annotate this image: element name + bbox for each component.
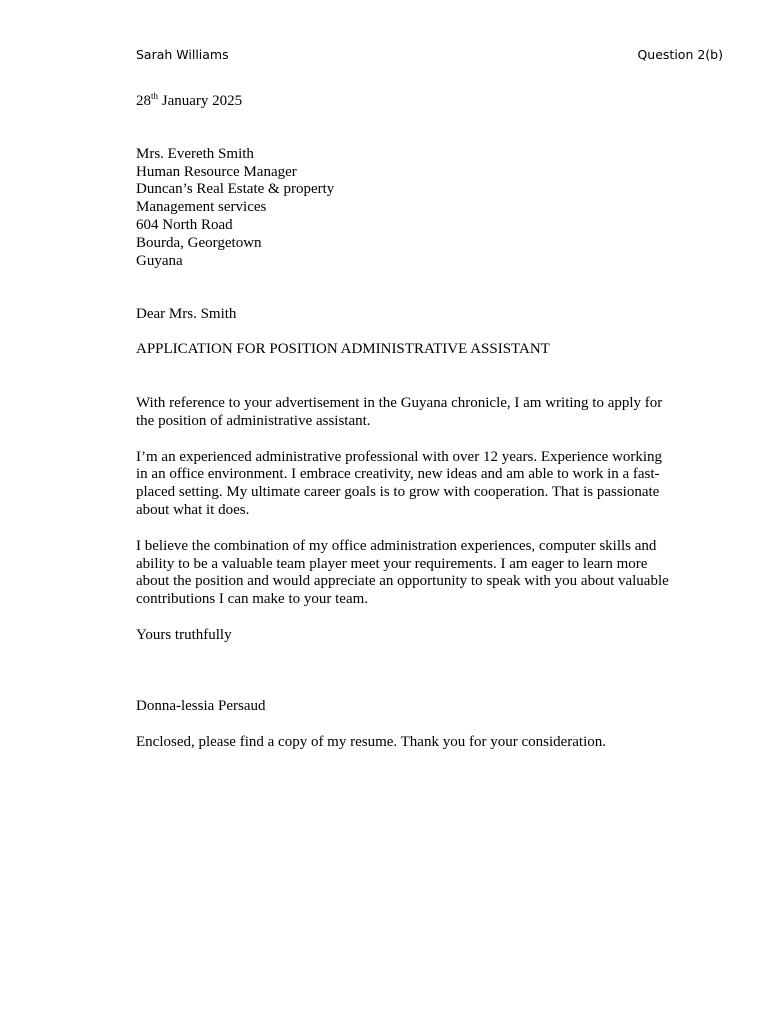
enclosure-note: Enclosed, please find a copy of my resume. Thank you for your consideration. [136,733,607,750]
recipient-title: Human Resource Manager [136,163,297,180]
salutation: Dear Mrs. Smith [136,306,237,323]
recipient-city: Bourda, Georgetown [136,234,262,251]
recipient-address [136,146,676,271]
recipient-country: Guyana [136,252,183,269]
header-question: Question 2(b) [637,47,723,62]
letter-date [136,93,676,111]
subject-line: APPLICATION FOR POSITION ADMINISTRATIVE ASSISTANT [136,341,550,358]
recipient-company-line2: Management services [136,199,267,216]
recipient-street: 604 North Road [136,216,233,233]
body-paragraph-2: I’m an experienced administrative professional with over 12 years. Experience working in an office environment. I embrace creativity, new ideas and am able to work in a fast-placed setting. My ultimate career goals is to grow with cooperation. That is passionate about what it does. [136,448,663,518]
signature-name: Donna-lessia Persaud [136,697,266,714]
body-paragraph-1: With reference to your advertisement in the Guyana chronicle, I am writing to apply for the position of administrative assistant. [136,394,663,429]
date-suffix: th [151,91,159,101]
header-author: Sarah Williams [136,47,229,62]
recipient-name: Mrs. Evereth Smith [136,145,254,162]
date-day: 28 [136,93,151,109]
date-month-year: January 2025 [158,93,243,109]
letter-body [136,93,676,751]
recipient-company-line1: Duncan’s Real Estate & property [136,181,335,198]
closing: Yours truthfully [136,626,232,643]
body-paragraph-3: I believe the combination of my office administration experiences, computer skills and ability to be a valuable team player meet your requirements. I am eager to learn more about the position and would appreciate an opportunity to speak with you about valuable contributions I can make to your team. [136,537,669,608]
